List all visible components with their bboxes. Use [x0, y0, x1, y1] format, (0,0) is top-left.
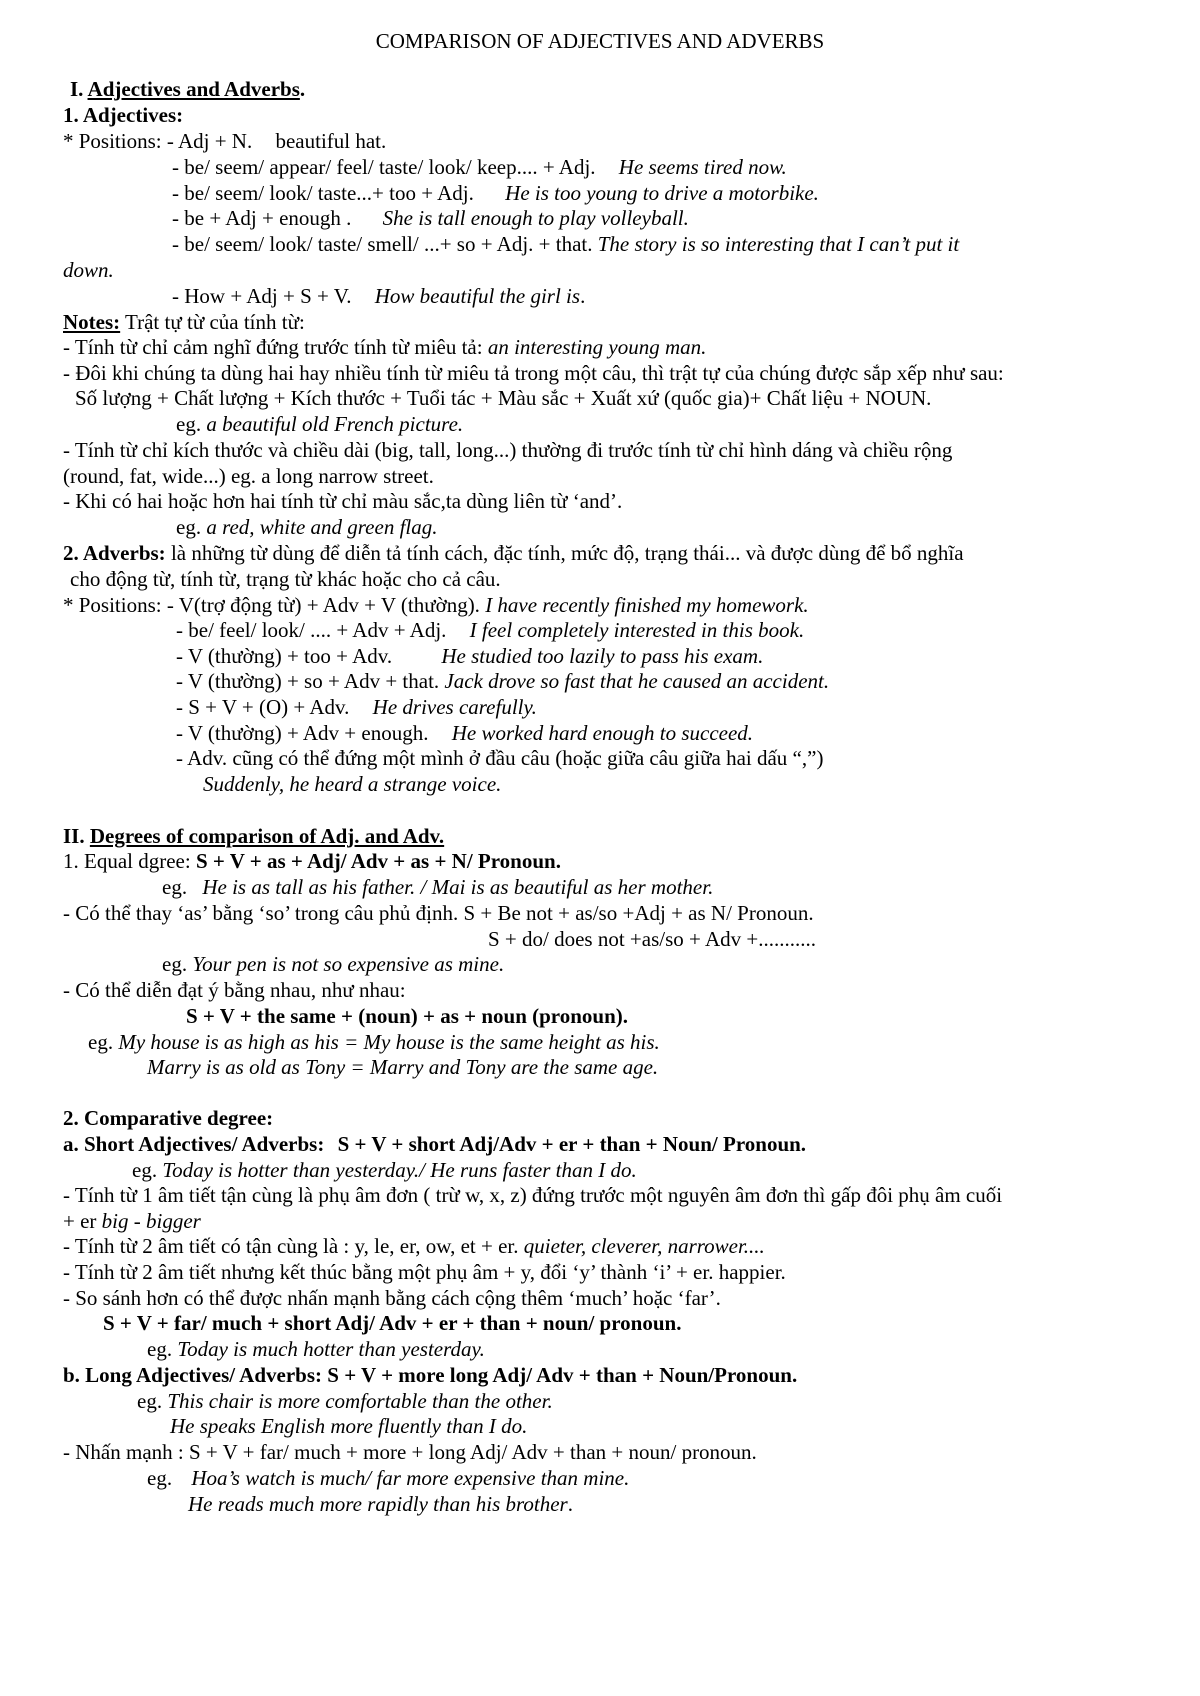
note-adjective-order: Số lượng + Chất lượng + Kích thước + Tuổi tác + Màu sắc + Xuất xứ (quốc gia)+ Chất liệu + NOUN. [75, 386, 932, 410]
equal-degree-formula: S + V + as + Adj/ Adv + as + N/ Pronoun. [195, 849, 561, 873]
short-example: eg. Today is hotter than yesterday./ He runs faster than I do. [132, 1158, 637, 1182]
adverbs-definition: 2. Adverbs: là những từ dùng để diễn tả tính cách, đặc tính, mức độ, trạng thái... và được dùng để bổ nghĩa [63, 541, 964, 565]
adj-position-3: - be/ seem/ look/ taste...+ too + Adj. He is too young to drive a motorbike. [172, 181, 819, 205]
adverbs-definition-cont: cho động từ, tính từ, trạng từ khác hoặc cho cả câu. [70, 567, 501, 591]
adv-position-3: - V (thường) + too + Adv. He studied too lazily to pass his exam. [176, 644, 764, 668]
same-text: - Có thể diễn đạt ý bằng nhau, như nhau: [63, 978, 406, 1002]
adv-position-5: - S + V + (O) + Adv. He drives carefully. [176, 695, 537, 719]
adv-position-2: - be/ feel/ look/ .... + Adv + Adj. I feel completely interested in this book. [176, 618, 805, 642]
short-rule-1: - Tính từ 1 âm tiết tận cùng là phụ âm đơn ( trừ w, x, z) đứng trước một nguyên âm đơn thì gấp đôi phụ âm cuối [63, 1183, 1003, 1207]
long-example-2: He speaks English more fluently than I do. [170, 1414, 528, 1438]
note-2: - Đôi khi chúng ta dùng hai hay nhiều tính từ miêu tả trong một câu, thì trật tự của chúng được sắp xếp như sau: [63, 361, 1004, 385]
short-rule-4: - So sánh hơn có thể được nhấn mạnh bằng cách cộng thêm ‘much’ hoặc ‘far’. [63, 1286, 721, 1310]
note-2-example: eg. a beautiful old French picture. [176, 412, 464, 436]
notes-label: Notes: [63, 310, 121, 334]
equal-negative-1: - Có thể thay ‘as’ bằng ‘so’ trong câu phủ định. S + Be not + as/so +Adj + as N/ Pronoun. [63, 901, 814, 925]
notes-line: Notes: Trật tự từ của tính từ: [63, 310, 305, 334]
long-emphasis-example-2: He reads much more rapidly than his brother. [188, 1492, 573, 1516]
adv-position-4: - V (thường) + so + Adv + that. Jack drove so fast that he caused an accident. [176, 669, 830, 693]
section-2-heading: II. Degrees of comparison of Adj. and Adv. [63, 824, 445, 848]
adv-position-7-example: Suddenly, he heard a strange voice. [203, 772, 502, 796]
note-3-cont: (round, fat, wide...) eg. a long narrow street. [63, 464, 434, 488]
short-rule-3: - Tính từ 2 âm tiết nhưng kết thúc bằng một phụ âm + y, đổi ‘y’ thành ‘i’ + er. happier. [63, 1260, 786, 1284]
adj-position-5: - be/ seem/ look/ taste/ smell/ ...+ so + Adj. + that. The story is so interesting that I can’t put it [172, 232, 960, 256]
equal-degree-example: eg. He is as tall as his father. / Mai is as beautiful as her mother. [162, 875, 714, 899]
long-example-1: eg. This chair is more comfortable than the other. [137, 1389, 553, 1413]
equal-negative-example: eg. Your pen is not so expensive as mine. [162, 952, 505, 976]
adv-position-6: - V (thường) + Adv + enough. He worked hard enough to succeed. [176, 721, 754, 745]
same-formula: S + V + the same + (noun) + as + noun (pronoun). [186, 1004, 629, 1028]
adj-position-6: - How + Adj + S + V. How beautiful the girl is. [172, 284, 586, 308]
short-formula: S + V + short Adj/Adv + er + than + Noun/ Pronoun. [337, 1132, 807, 1156]
same-example-2: Marry is as old as Tony = Marry and Tony are the same age. [147, 1055, 659, 1079]
section-1-heading: I. Adjectives and Adverbs. [70, 77, 306, 101]
short-rule-1-cont: + er big - bigger [63, 1209, 201, 1233]
equal-degree: 1. Equal dgree: S + V + as + Adj/ Adv + as + N/ Pronoun. [63, 849, 561, 873]
note-3: - Tính từ chỉ kích thước và chiều dài (big, tall, long...) thường đi trước tính từ chỉ hình dáng và chiều rộng [63, 438, 953, 462]
adj-position-1: * Positions: - Adj + N. beautiful hat. [63, 129, 387, 153]
note-4: - Khi có hai hoặc hơn hai tính từ chỉ màu sắc,ta dùng liên từ ‘and’. [63, 489, 623, 513]
equal-negative-2: S + do/ does not +as/so + Adv +........... [488, 927, 816, 951]
section-2-title: Degrees of comparison of Adj. and Adv. [89, 824, 445, 848]
note-4-example: eg. a red, white and green flag. [176, 515, 438, 539]
comparative-heading: 2. Comparative degree: [63, 1106, 274, 1130]
adv-position-7: - Adv. cũng có thể đứng một mình ở đầu câu (hoặc giữa câu giữa hai dấu “,”) [176, 746, 824, 770]
long-emphasis: - Nhấn mạnh : S + V + far/ much + more + long Adj/ Adv + than + noun/ pronoun. [63, 1440, 757, 1464]
note-1: - Tính từ chỉ cảm nghĩ đứng trước tính từ miêu tả: an interesting young man. [63, 335, 707, 359]
adv-position-1: * Positions: - V(trợ động từ) + Adv + V (thường). I have recently finished my homework. [63, 593, 809, 617]
emphasis-example: eg. Today is much hotter than yesterday. [147, 1337, 485, 1361]
same-example-1: eg. My house is as high as his = My house is the same height as his. [88, 1030, 660, 1054]
adj-position-4: - be + Adj + enough . She is tall enough to play volleyball. [172, 206, 689, 230]
section-1-title: Adjectives and Adverbs [87, 77, 300, 101]
long-formula: S + V + more long Adj/ Adv + than + Noun/Pronoun. [327, 1363, 798, 1387]
short-adjectives: a. Short Adjectives/ Adverbs: S + V + short Adj/Adv + er + than + Noun/ Pronoun. [63, 1132, 807, 1156]
short-rule-2: - Tính từ 2 âm tiết có tận cùng là : y, le, er, ow, et + er. quieter, cleverer, narrower.... [63, 1234, 765, 1258]
long-emphasis-example-1: eg. Hoa’s watch is much/ far more expensive than mine. [147, 1466, 630, 1490]
long-adjectives: b. Long Adjectives/ Adverbs: S + V + more long Adj/ Adv + than + Noun/Pronoun. [63, 1363, 798, 1387]
adjectives-heading: 1. Adjectives: [63, 103, 184, 127]
emphasis-formula: S + V + far/ much + short Adj/ Adv + er + than + noun/ pronoun. [103, 1311, 682, 1335]
adj-position-2: - be/ seem/ appear/ feel/ taste/ look/ keep.... + Adj. He seems tired now. [172, 155, 787, 179]
adj-position-5-cont: down. [63, 258, 114, 282]
page-title: COMPARISON OF ADJECTIVES AND ADVERBS [375, 29, 825, 53]
adverbs-heading: 2. Adverbs: [63, 541, 166, 565]
